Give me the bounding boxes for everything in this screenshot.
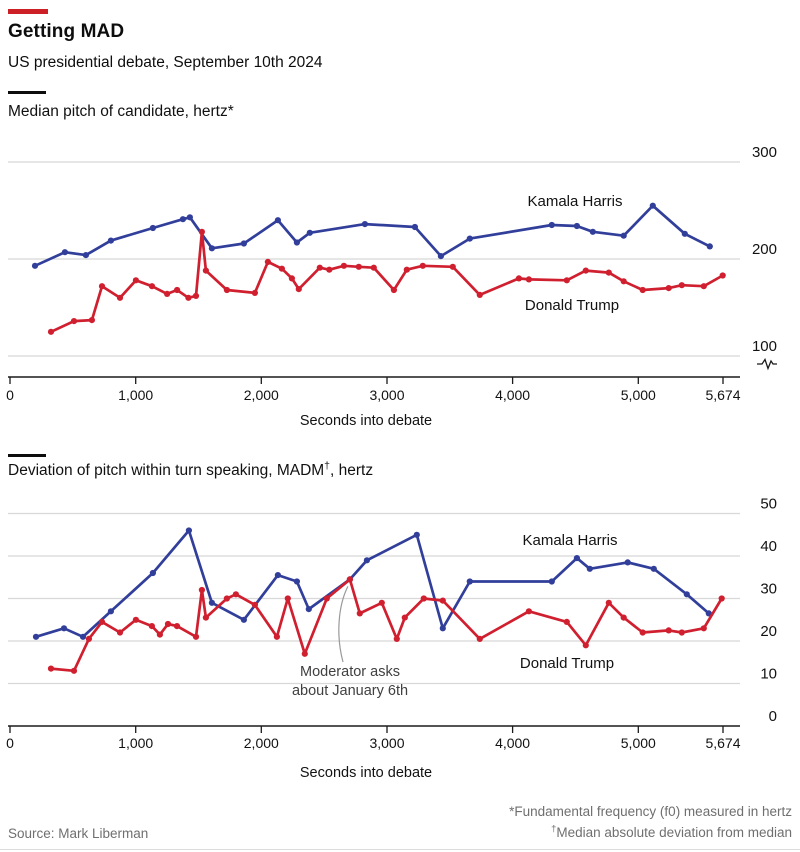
data-point bbox=[356, 264, 362, 270]
data-point bbox=[252, 602, 258, 608]
data-point bbox=[274, 634, 280, 640]
y-tick-label: 10 bbox=[760, 665, 777, 683]
data-point bbox=[467, 236, 473, 242]
annotation-text: about January 6th bbox=[291, 683, 409, 699]
series-label: Donald Trump bbox=[524, 297, 620, 314]
data-point bbox=[279, 266, 285, 272]
data-point bbox=[187, 214, 193, 220]
data-point bbox=[379, 600, 385, 606]
data-point bbox=[71, 318, 77, 324]
x-tick-label: 1,000 bbox=[118, 387, 154, 403]
data-point bbox=[583, 268, 589, 274]
data-point bbox=[467, 578, 473, 584]
y-tick-label: 100 bbox=[751, 338, 777, 355]
data-point bbox=[233, 591, 239, 597]
y-tick-label: 0 bbox=[768, 708, 777, 725]
bottom-divider bbox=[0, 849, 800, 850]
x-tick-label: 5,674 bbox=[705, 735, 741, 751]
data-point bbox=[48, 666, 54, 672]
data-point bbox=[549, 578, 555, 584]
data-point bbox=[186, 527, 192, 533]
data-point bbox=[164, 291, 170, 297]
chart1-title: Median pitch of candidate, hertz* bbox=[8, 103, 234, 120]
panel-rule-2 bbox=[8, 454, 46, 457]
data-point bbox=[477, 636, 483, 642]
data-point bbox=[606, 270, 612, 276]
dagger-superscript: † bbox=[551, 823, 557, 835]
data-point bbox=[438, 253, 444, 259]
data-point bbox=[48, 329, 54, 335]
data-point bbox=[341, 263, 347, 269]
data-point bbox=[241, 617, 247, 623]
footnote-fundamental-frequency: *Fundamental frequency (f0) measured in hertz bbox=[509, 804, 792, 819]
data-point bbox=[32, 263, 38, 269]
x-tick-label: 2,000 bbox=[243, 387, 279, 403]
data-point bbox=[150, 225, 156, 231]
data-point bbox=[621, 233, 627, 239]
data-point bbox=[99, 619, 105, 625]
series-label: Kamala Harris bbox=[522, 532, 618, 549]
data-point bbox=[574, 555, 580, 561]
data-point bbox=[606, 600, 612, 606]
chart2-title-suffix: , hertz bbox=[330, 462, 374, 479]
data-point bbox=[587, 566, 593, 572]
pitch-deviation-chart bbox=[0, 490, 800, 790]
x-tick-label: 3,000 bbox=[369, 735, 405, 751]
data-point bbox=[71, 668, 77, 674]
data-point bbox=[402, 615, 408, 621]
data-point bbox=[326, 267, 332, 273]
panel-rule-1 bbox=[8, 91, 46, 94]
y-tick-label: 300 bbox=[751, 144, 777, 161]
dagger-superscript: † bbox=[324, 459, 331, 472]
data-point bbox=[174, 287, 180, 293]
data-point bbox=[682, 231, 688, 237]
x-tick-label: 5,000 bbox=[620, 387, 656, 403]
data-point bbox=[133, 617, 139, 623]
data-point bbox=[108, 608, 114, 614]
data-point bbox=[265, 259, 271, 265]
data-point bbox=[174, 623, 180, 629]
data-point bbox=[364, 557, 370, 563]
x-tick-label: 0 bbox=[6, 387, 14, 403]
data-point bbox=[412, 224, 418, 230]
data-point bbox=[86, 636, 92, 642]
x-tick-label: 1,000 bbox=[118, 735, 154, 751]
data-point bbox=[701, 625, 707, 631]
data-point bbox=[193, 293, 199, 299]
data-point bbox=[294, 578, 300, 584]
chart2-title bbox=[8, 459, 374, 480]
x-axis-title: Seconds into debate bbox=[299, 765, 433, 781]
data-point bbox=[150, 570, 156, 576]
data-point bbox=[289, 275, 295, 281]
data-point bbox=[440, 625, 446, 631]
y-tick-label: 20 bbox=[760, 623, 777, 640]
y-tick-label: 50 bbox=[760, 495, 777, 513]
data-point bbox=[421, 595, 427, 601]
axis-break-icon bbox=[757, 360, 777, 369]
series-label: Donald Trump bbox=[519, 655, 615, 672]
data-point bbox=[701, 283, 707, 289]
data-point bbox=[149, 623, 155, 629]
median-pitch-chart bbox=[0, 130, 800, 432]
data-point bbox=[590, 229, 596, 235]
data-point bbox=[640, 629, 646, 635]
data-point bbox=[564, 619, 570, 625]
data-point bbox=[621, 615, 627, 621]
data-point bbox=[209, 245, 215, 251]
data-point bbox=[564, 277, 570, 283]
data-point bbox=[185, 295, 191, 301]
x-tick-label: 0 bbox=[6, 735, 14, 751]
data-point bbox=[414, 532, 420, 538]
data-point bbox=[420, 263, 426, 269]
data-point bbox=[199, 587, 205, 593]
series-line bbox=[35, 206, 710, 266]
data-point bbox=[157, 632, 163, 638]
data-point bbox=[666, 285, 672, 291]
data-point bbox=[679, 282, 685, 288]
data-point bbox=[650, 203, 656, 209]
data-point bbox=[149, 283, 155, 289]
data-point bbox=[516, 275, 522, 281]
brand-tag-bar bbox=[8, 9, 48, 14]
page-subtitle: US presidential debate, September 10th 2024 bbox=[8, 54, 323, 71]
data-point bbox=[526, 276, 532, 282]
data-point bbox=[241, 240, 247, 246]
page-title: Getting MAD bbox=[8, 21, 125, 42]
x-tick-label: 3,000 bbox=[369, 387, 405, 403]
data-point bbox=[362, 221, 368, 227]
annotation-pointer-line bbox=[339, 586, 348, 662]
data-point bbox=[324, 595, 330, 601]
data-point bbox=[199, 229, 205, 235]
data-point bbox=[294, 239, 300, 245]
data-point bbox=[133, 277, 139, 283]
data-point bbox=[108, 238, 114, 244]
data-point bbox=[477, 292, 483, 298]
data-point bbox=[224, 287, 230, 293]
data-point bbox=[61, 625, 67, 631]
x-tick-label: 4,000 bbox=[495, 387, 531, 403]
x-tick-label: 5,000 bbox=[620, 735, 656, 751]
data-point bbox=[707, 243, 713, 249]
data-point bbox=[62, 249, 68, 255]
data-point bbox=[33, 634, 39, 640]
data-point bbox=[203, 268, 209, 274]
data-point bbox=[302, 651, 308, 657]
x-tick-label: 2,000 bbox=[243, 735, 279, 751]
data-point bbox=[165, 621, 171, 627]
chart2-title-text: Deviation of pitch within turn speaking, MADM bbox=[8, 462, 325, 479]
data-point bbox=[347, 576, 353, 582]
footnote-madm: †Median absolute deviation from median bbox=[551, 823, 792, 840]
data-point bbox=[549, 222, 555, 228]
data-point bbox=[621, 278, 627, 284]
annotation-text: Moderator asks bbox=[300, 664, 400, 680]
data-point bbox=[89, 317, 95, 323]
data-point bbox=[450, 264, 456, 270]
data-point bbox=[684, 591, 690, 597]
data-point bbox=[394, 636, 400, 642]
data-point bbox=[80, 634, 86, 640]
y-tick-label: 200 bbox=[751, 241, 777, 258]
data-point bbox=[275, 572, 281, 578]
data-point bbox=[391, 287, 397, 293]
data-point bbox=[275, 217, 281, 223]
data-point bbox=[180, 216, 186, 222]
data-point bbox=[307, 230, 313, 236]
y-tick-label: 40 bbox=[760, 538, 777, 555]
data-point bbox=[306, 606, 312, 612]
data-point bbox=[117, 295, 123, 301]
data-point bbox=[285, 595, 291, 601]
data-point bbox=[583, 642, 589, 648]
data-point bbox=[252, 290, 258, 296]
data-point bbox=[371, 265, 377, 271]
data-point bbox=[83, 252, 89, 258]
data-point bbox=[99, 283, 105, 289]
data-point bbox=[357, 610, 363, 616]
data-point bbox=[117, 629, 123, 635]
data-point bbox=[404, 267, 410, 273]
x-axis-title: Seconds into debate bbox=[299, 413, 433, 429]
data-point bbox=[574, 223, 580, 229]
data-point bbox=[193, 634, 199, 640]
data-point bbox=[719, 595, 725, 601]
data-point bbox=[640, 287, 646, 293]
data-point bbox=[625, 559, 631, 565]
data-point bbox=[526, 608, 532, 614]
data-point bbox=[440, 598, 446, 604]
x-tick-label: 5,674 bbox=[705, 387, 741, 403]
source-note: Source: Mark Liberman bbox=[8, 826, 149, 841]
data-point bbox=[651, 566, 657, 572]
y-tick-label: 30 bbox=[760, 580, 777, 598]
data-point bbox=[720, 272, 726, 278]
data-point bbox=[296, 286, 302, 292]
data-point bbox=[224, 595, 230, 601]
data-point bbox=[317, 265, 323, 271]
series-label: Kamala Harris bbox=[527, 193, 623, 210]
data-point bbox=[209, 600, 215, 606]
data-point bbox=[666, 627, 672, 633]
data-point bbox=[203, 615, 209, 621]
data-point bbox=[679, 629, 685, 635]
x-tick-label: 4,000 bbox=[495, 735, 531, 751]
